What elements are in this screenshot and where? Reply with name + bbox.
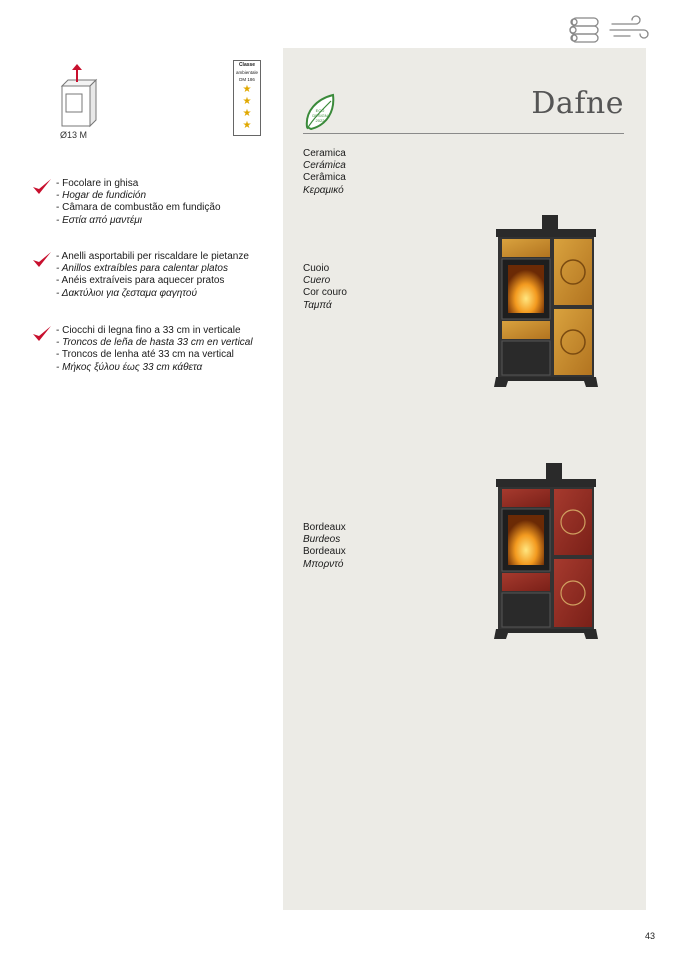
feature-line: - Δακτύλιοι για ζεσταμα φαγητού xyxy=(56,287,197,299)
material-line: Bordeaux xyxy=(303,546,346,558)
feature-line: - Anelli asportabili per riscaldare le pietanze xyxy=(56,251,249,262)
material-cuoio xyxy=(303,263,347,312)
feature-line: - Εστία από μαντέμι xyxy=(56,214,143,226)
feature-line: - Câmara de combustão em fundição xyxy=(56,202,221,214)
material-line: Cuero xyxy=(303,275,331,287)
material-ceramica xyxy=(303,148,346,197)
energy-class-decree: DM 186 xyxy=(239,77,255,82)
material-line: Ceramica xyxy=(303,148,346,159)
feature-line: - Troncos de leña de hasta 33 cm en vertical xyxy=(56,337,253,349)
air-flow-icon xyxy=(610,16,648,38)
checkmark-icon xyxy=(32,324,52,344)
page-number: 43 xyxy=(645,931,656,941)
energy-class-title: Classe xyxy=(238,62,256,68)
star-icon: ★ xyxy=(242,84,252,95)
feature-line: - Ciocchi di legna fino a 33 cm in verticale xyxy=(56,325,241,336)
material-line: Κεραμικό xyxy=(303,184,344,196)
eco-design-leaf-icon xyxy=(303,93,337,133)
star-icon: ★ xyxy=(242,96,252,107)
eco-badge-line2: DESIGN xyxy=(312,113,328,118)
stove-image-bordeaux xyxy=(490,463,602,648)
feature-line: - Hogar de fundición xyxy=(56,190,147,202)
feature-line: - Troncos de lenha até 33 cm na vertical xyxy=(56,349,234,361)
feature-line: - Focolare in ghisa xyxy=(56,178,139,189)
checkmark-icon xyxy=(32,177,52,197)
stove-image-cuoio xyxy=(490,215,602,395)
material-line: Cor couro xyxy=(303,287,347,299)
checkmark-icon xyxy=(32,250,52,270)
star-icon: ★ xyxy=(242,108,252,119)
flue-diameter-label: Ø13 M xyxy=(60,130,88,140)
wood-logs-icon xyxy=(570,18,598,42)
energy-class-subtitle: ambientale xyxy=(235,70,258,75)
material-line: Ταμπά xyxy=(303,299,332,311)
feature-line: - Μήκος ξύλου έως 33 cm κάθετα xyxy=(56,361,203,373)
material-bordeaux xyxy=(303,522,346,571)
material-line: Cerâmica xyxy=(303,172,346,184)
star-rating xyxy=(234,84,260,132)
material-line: Cerámica xyxy=(303,160,346,172)
material-line: Cuoio xyxy=(303,263,330,274)
eco-badge-line1: ECO xyxy=(315,108,325,113)
page-title: Dafne xyxy=(531,86,624,121)
flue-outlet-diagram-icon xyxy=(58,64,100,134)
material-line: Μπορντό xyxy=(303,558,344,570)
title-divider xyxy=(303,133,624,134)
feature-line: - Anéis extraíveis para aquecer pratos xyxy=(56,275,225,287)
star-icon: ★ xyxy=(242,120,252,131)
material-line: Bordeaux xyxy=(303,522,346,533)
eco-badge-line3: 2022 xyxy=(315,118,325,123)
feature-line: - Anillos extraíbles para calentar platos xyxy=(56,263,228,275)
material-line: Burdeos xyxy=(303,534,341,546)
logs-wind-icons xyxy=(566,12,650,46)
environmental-class-badge xyxy=(233,60,261,136)
